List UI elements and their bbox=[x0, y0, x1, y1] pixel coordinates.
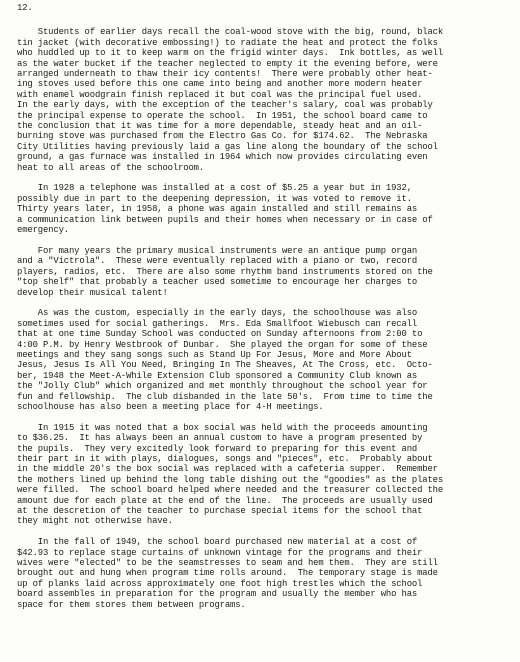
text-line: that at one time Sunday School was conducted on Sunday afternoons from 2:00 to bbox=[17, 329, 423, 340]
text-line: the mothers lined up behind the long table dishing out the "goodies" as the plates bbox=[17, 474, 444, 485]
text-line: the conclusion that it was time for a more dependable, steady heat and an oil- bbox=[17, 121, 423, 132]
text-line: "top shelf" that probably a teacher used sometime to encourage her charges to bbox=[17, 277, 418, 288]
paragraph-music bbox=[17, 246, 508, 298]
text-line: tin jacket (with decorative embossing!) to radiate the heat and protect the folks bbox=[17, 37, 438, 48]
text-line: the "Jolly Club" which organized and met monthly throughout the school year for bbox=[17, 381, 428, 392]
text-line: space for them stores them between programs. bbox=[17, 599, 246, 610]
text-line: possibly due in part to the deepening depression, it was voted to remove it. bbox=[17, 193, 412, 204]
text-line: sometimes used for social gatherings. Mrs. Eda Smallfoot Wiebusch can recall bbox=[17, 318, 418, 329]
text-line: In the fall of 1949, the school board purchased new material at a cost of bbox=[17, 537, 418, 548]
text-line: For many years the primary musical instruments were an antique pump organ bbox=[17, 245, 418, 256]
paragraph-heating bbox=[17, 27, 508, 173]
text-line: up of planks laid across approximately one foot high trestles which the school bbox=[17, 578, 423, 589]
paragraph-box-social bbox=[17, 423, 508, 527]
text-line: with enamel woodgrain finish replaced it but coal was the principal fuel used. bbox=[17, 89, 423, 100]
text-line: emergency. bbox=[17, 225, 69, 236]
paragraph-social-gatherings bbox=[17, 308, 508, 412]
text-line: heat to all areas of the schoolroom. bbox=[17, 162, 205, 173]
text-line: at the descretion of the teacher to purchase special items for the school that bbox=[17, 506, 423, 517]
text-line: amount due for each plate at the end of the line. The proceeds are usually used bbox=[17, 495, 433, 506]
text-line: fun and fellowship. The club disbanded in the late 50's. From time to time the bbox=[17, 391, 433, 402]
text-line: Students of earlier days recall the coal-wood stove with the big, round, black bbox=[17, 27, 444, 38]
text-line: City Utilities having previously laid a gas line along the boundary of the school bbox=[17, 141, 438, 152]
text-line: were filled. The school board helped where needed and the treasurer collected the bbox=[17, 485, 444, 496]
text-line: their part in it with plays, dialogues, songs and "pieces", etc. Probably about bbox=[17, 454, 433, 464]
text-line: a communication link between pupils and their homes when necessary or in case of bbox=[17, 214, 433, 225]
text-line: 4:00 P.M. by Henry Westbrook of Dunbar. She played the organ for some of these bbox=[17, 339, 428, 350]
text-line: In the early days, with the exception of the teacher's salary, coal was probably bbox=[17, 100, 433, 111]
text-line: arranged underneath to thaw their icy contents! There were probably other heat- bbox=[17, 69, 433, 80]
text-line: who huddled up to it to keep warm on the frigid winter days. Ink bottles, as well bbox=[17, 48, 444, 59]
text-line: Thirty years later, in 1958, a phone was again installed and still remains as bbox=[17, 204, 418, 215]
text-line: Jesus, Jesus Is All You Need, Bringing In The Sheaves, At The Cross, etc. Octo- bbox=[17, 360, 433, 371]
text-line: In 1928 a telephone was installed at a cost of $5.25 a year but in 1932, bbox=[17, 183, 412, 194]
text-line: the principal expense to operate the school. In 1951, the school board came to bbox=[17, 110, 428, 121]
text-line: As was the custom, especially in the early days, the schoolhouse was also bbox=[17, 308, 418, 319]
text-line: and a "Victrola". These were eventually replaced with a piano or two, record bbox=[17, 256, 418, 267]
paragraph-telephone bbox=[17, 183, 508, 235]
text-line: ground, a gas furnace was installed in 1964 which now provides circulating even bbox=[17, 152, 428, 163]
text-line: as the water bucket if the teacher neglected to empty it the evening before, were bbox=[17, 58, 438, 69]
text-line: in the middle 20's the box social was replaced with a cafeteria supper. Remember bbox=[17, 464, 438, 475]
text-line: to $36.25. It has always been an annual custom to have a program presented by bbox=[17, 433, 423, 444]
paragraph-stage-curtains bbox=[17, 537, 508, 610]
text-line: brought out and hung when program time rolls around. The temporary stage is made bbox=[17, 568, 438, 579]
text-line: ber, 1948 the Meet-A-While Extension Club sponsored a Community Club known as bbox=[17, 370, 418, 381]
text-line: schoolhouse has also been a meeting place for 4-H meetings. bbox=[17, 401, 324, 412]
text-line: meetings and they sang songs such as Stand Up For Jesus, More and More About bbox=[17, 349, 412, 360]
text-line: board assembles in preparation for the program and usually the member who has bbox=[17, 589, 418, 600]
text-line: In 1915 it was noted that a box social was held with the proceeds amounting bbox=[17, 422, 428, 433]
text-line: develop their musical talent! bbox=[17, 287, 168, 298]
page-number: 12. bbox=[17, 3, 33, 13]
text-line: the pupils. They very excitedly look forward to preparing for this event and bbox=[17, 443, 418, 454]
text-line: players, radios, etc. There are also some rhythm band instruments stored on the bbox=[17, 266, 433, 277]
text-line: burning stove was purchased from the Electro Gas Co. for $174.62. The Nebraska bbox=[17, 131, 428, 142]
text-line: they might not otherwise have. bbox=[17, 516, 173, 527]
text-line: wives were "elected" to be the seamstresses to seam and hem them. They are still bbox=[17, 558, 438, 569]
text-line: ing stoves used before this one came into being and another more modern heater bbox=[17, 79, 423, 90]
text-line: $42.93 to replace stage curtains of unknown vintage for the programs and their bbox=[17, 547, 423, 558]
